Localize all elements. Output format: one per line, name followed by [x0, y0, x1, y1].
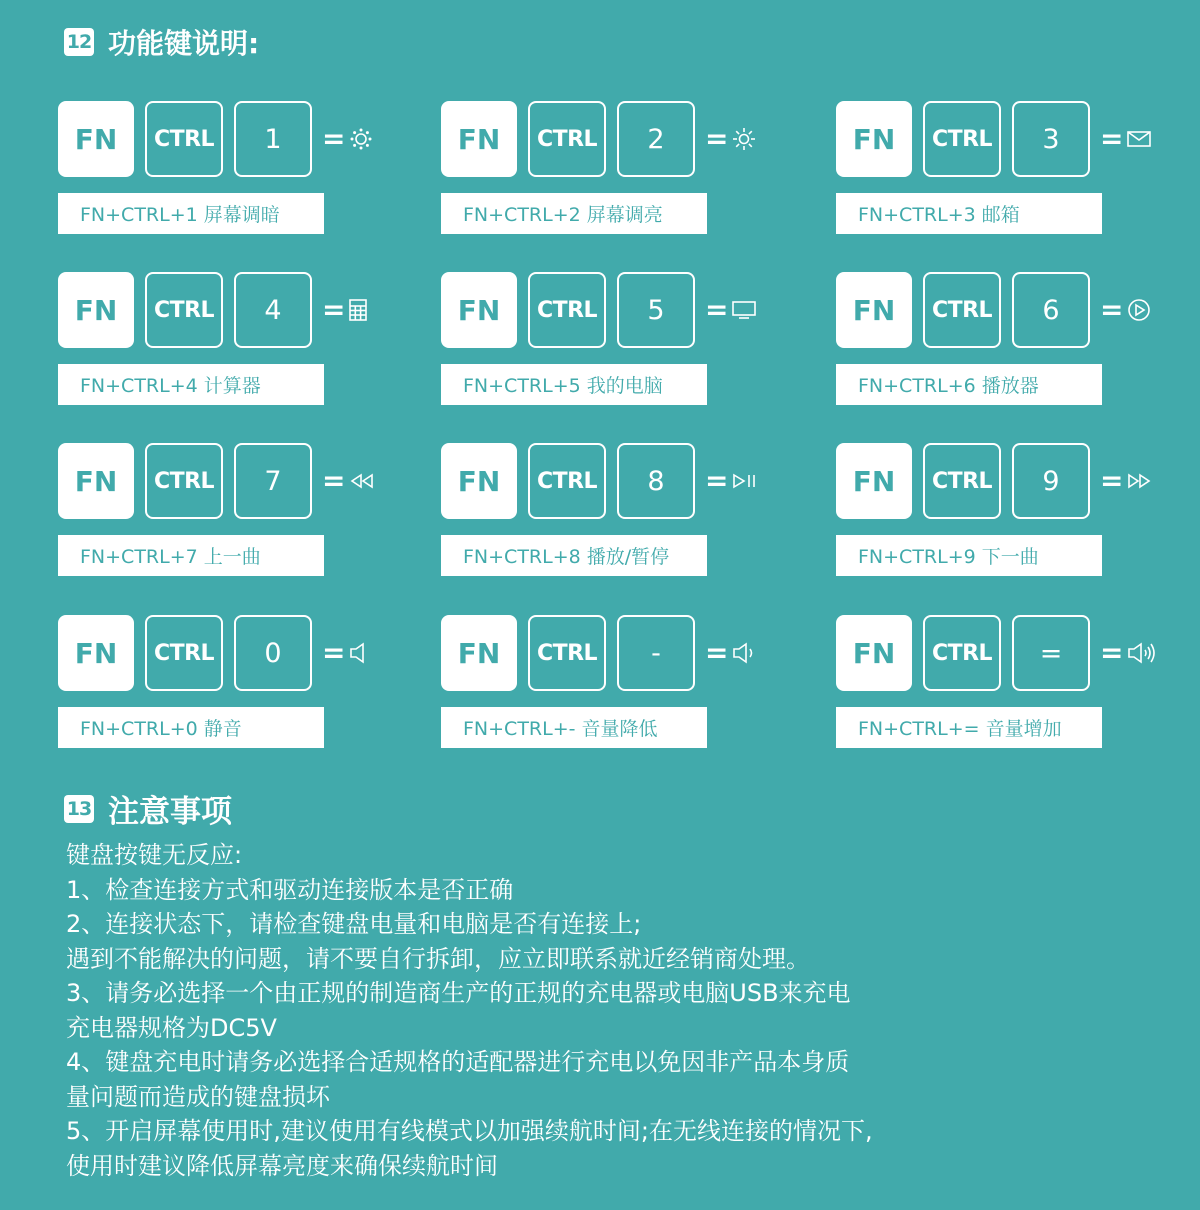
- section-12-title: 功能键说明:: [108, 27, 260, 60]
- note-line: 量问题而造成的键盘损坏: [66, 1082, 330, 1111]
- section-12-number: 12: [64, 28, 94, 56]
- number-key: =: [1012, 615, 1090, 691]
- equals-sign: =: [1100, 293, 1124, 326]
- number-key: 1: [234, 101, 312, 177]
- fn-key: FN: [836, 443, 912, 519]
- fn-key: FN: [836, 615, 912, 691]
- note-line: 5、开启屏幕使用时,建议使用有线模式以加强续航时间;在无线连接的情况下,: [66, 1117, 873, 1145]
- combo-1: [58, 101, 388, 251]
- ctrl-key: CTRL: [528, 272, 606, 348]
- note-line: 使用时建议降低屏幕亮度来确保续航时间: [66, 1151, 498, 1180]
- computer-icon: [731, 296, 763, 324]
- calculator-icon: [348, 296, 380, 324]
- fn-key: FN: [441, 101, 517, 177]
- ctrl-key: CTRL: [145, 443, 223, 519]
- notes-list: [66, 838, 1166, 1183]
- brightness-up-icon: [731, 125, 763, 153]
- equals-sign: =: [1100, 122, 1124, 155]
- combo-caption: FN+CTRL+7 上一曲: [58, 535, 324, 576]
- fn-key: FN: [58, 101, 134, 177]
- section-13-header: [64, 786, 232, 831]
- equals-sign: =: [705, 464, 729, 497]
- section-12-header: [64, 22, 259, 62]
- combo-3: [836, 101, 1166, 251]
- combo-caption: FN+CTRL+5 我的电脑: [441, 364, 707, 405]
- equals-sign: =: [705, 293, 729, 326]
- ctrl-key: CTRL: [145, 615, 223, 691]
- combo-caption: FN+CTRL+6 播放器: [836, 364, 1102, 405]
- note-line: 3、请务必选择一个由正规的制造商生产的正规的充电器或电脑USB来充电: [66, 979, 851, 1007]
- section-13-number: 13: [64, 795, 94, 823]
- ctrl-key: CTRL: [923, 101, 1001, 177]
- equals-sign: =: [322, 636, 346, 669]
- previous-track-icon: [348, 467, 380, 495]
- note-line: 1、检查连接方式和驱动连接版本是否正确: [66, 875, 514, 904]
- number-key: 2: [617, 101, 695, 177]
- equals-sign: =: [1100, 636, 1124, 669]
- combo-8: [441, 443, 771, 593]
- combo-caption: FN+CTRL+- 音量降低: [441, 707, 707, 748]
- combo-9: [836, 443, 1166, 593]
- fn-key: FN: [58, 615, 134, 691]
- number-key: 7: [234, 443, 312, 519]
- brightness-down-icon: [348, 125, 380, 153]
- combo-caption: FN+CTRL+4 计算器: [58, 364, 324, 405]
- mail-icon: [1126, 125, 1158, 153]
- number-key: 4: [234, 272, 312, 348]
- number-key: 9: [1012, 443, 1090, 519]
- ctrl-key: CTRL: [145, 101, 223, 177]
- fn-key: FN: [58, 443, 134, 519]
- combo-12: [836, 615, 1166, 765]
- note-line: 充电器规格为DC5V: [66, 1013, 277, 1042]
- combo-caption: FN+CTRL+= 音量增加: [836, 707, 1102, 748]
- note-line: 4、键盘充电时请务必选择合适规格的适配器进行充电以免因非产品本身质: [66, 1048, 850, 1076]
- fn-key: FN: [441, 615, 517, 691]
- fn-key: FN: [441, 272, 517, 348]
- fn-key: FN: [58, 272, 134, 348]
- note-line: 键盘按键无反应:: [66, 841, 243, 869]
- ctrl-key: CTRL: [145, 272, 223, 348]
- fn-key: FN: [836, 272, 912, 348]
- section-13-title: 注意事项: [108, 794, 232, 830]
- ctrl-key: CTRL: [528, 615, 606, 691]
- equals-sign: =: [322, 293, 346, 326]
- combo-caption: FN+CTRL+9 下一曲: [836, 535, 1102, 576]
- combo-caption: FN+CTRL+0 静音: [58, 707, 324, 748]
- number-key: 8: [617, 443, 695, 519]
- equals-sign: =: [705, 122, 729, 155]
- combo-10: [58, 615, 388, 765]
- ctrl-key: CTRL: [923, 272, 1001, 348]
- ctrl-key: CTRL: [923, 615, 1001, 691]
- ctrl-key: CTRL: [528, 101, 606, 177]
- note-line: 2、连接状态下，请检查键盘电量和电脑是否有连接上;: [66, 910, 642, 938]
- number-key: 0: [234, 615, 312, 691]
- combo-caption: FN+CTRL+1 屏幕调暗: [58, 193, 324, 234]
- note-line: 遇到不能解决的问题，请不要自行拆卸，应立即联系就近经销商处理。: [66, 944, 810, 973]
- combo-caption: FN+CTRL+2 屏幕调亮: [441, 193, 707, 234]
- equals-sign: =: [322, 464, 346, 497]
- number-key: -: [617, 615, 695, 691]
- combo-caption: FN+CTRL+8 播放/暂停: [441, 535, 707, 576]
- combo-caption: FN+CTRL+3 邮箱: [836, 193, 1102, 234]
- mute-icon: [348, 639, 380, 667]
- number-key: 6: [1012, 272, 1090, 348]
- volume-down-icon: [731, 639, 763, 667]
- next-track-icon: [1126, 467, 1158, 495]
- combo-5: [441, 272, 771, 422]
- combo-7: [58, 443, 388, 593]
- volume-up-icon: [1126, 639, 1158, 667]
- play-pause-icon: [731, 467, 763, 495]
- equals-sign: =: [322, 122, 346, 155]
- number-key: 3: [1012, 101, 1090, 177]
- combo-11: [441, 615, 771, 765]
- equals-sign: =: [705, 636, 729, 669]
- equals-sign: =: [1100, 464, 1124, 497]
- combo-6: [836, 272, 1166, 422]
- combo-4: [58, 272, 388, 422]
- ctrl-key: CTRL: [528, 443, 606, 519]
- fn-key: FN: [836, 101, 912, 177]
- fn-key: FN: [441, 443, 517, 519]
- number-key: 5: [617, 272, 695, 348]
- combo-2: [441, 101, 771, 251]
- player-icon: [1126, 296, 1158, 324]
- ctrl-key: CTRL: [923, 443, 1001, 519]
